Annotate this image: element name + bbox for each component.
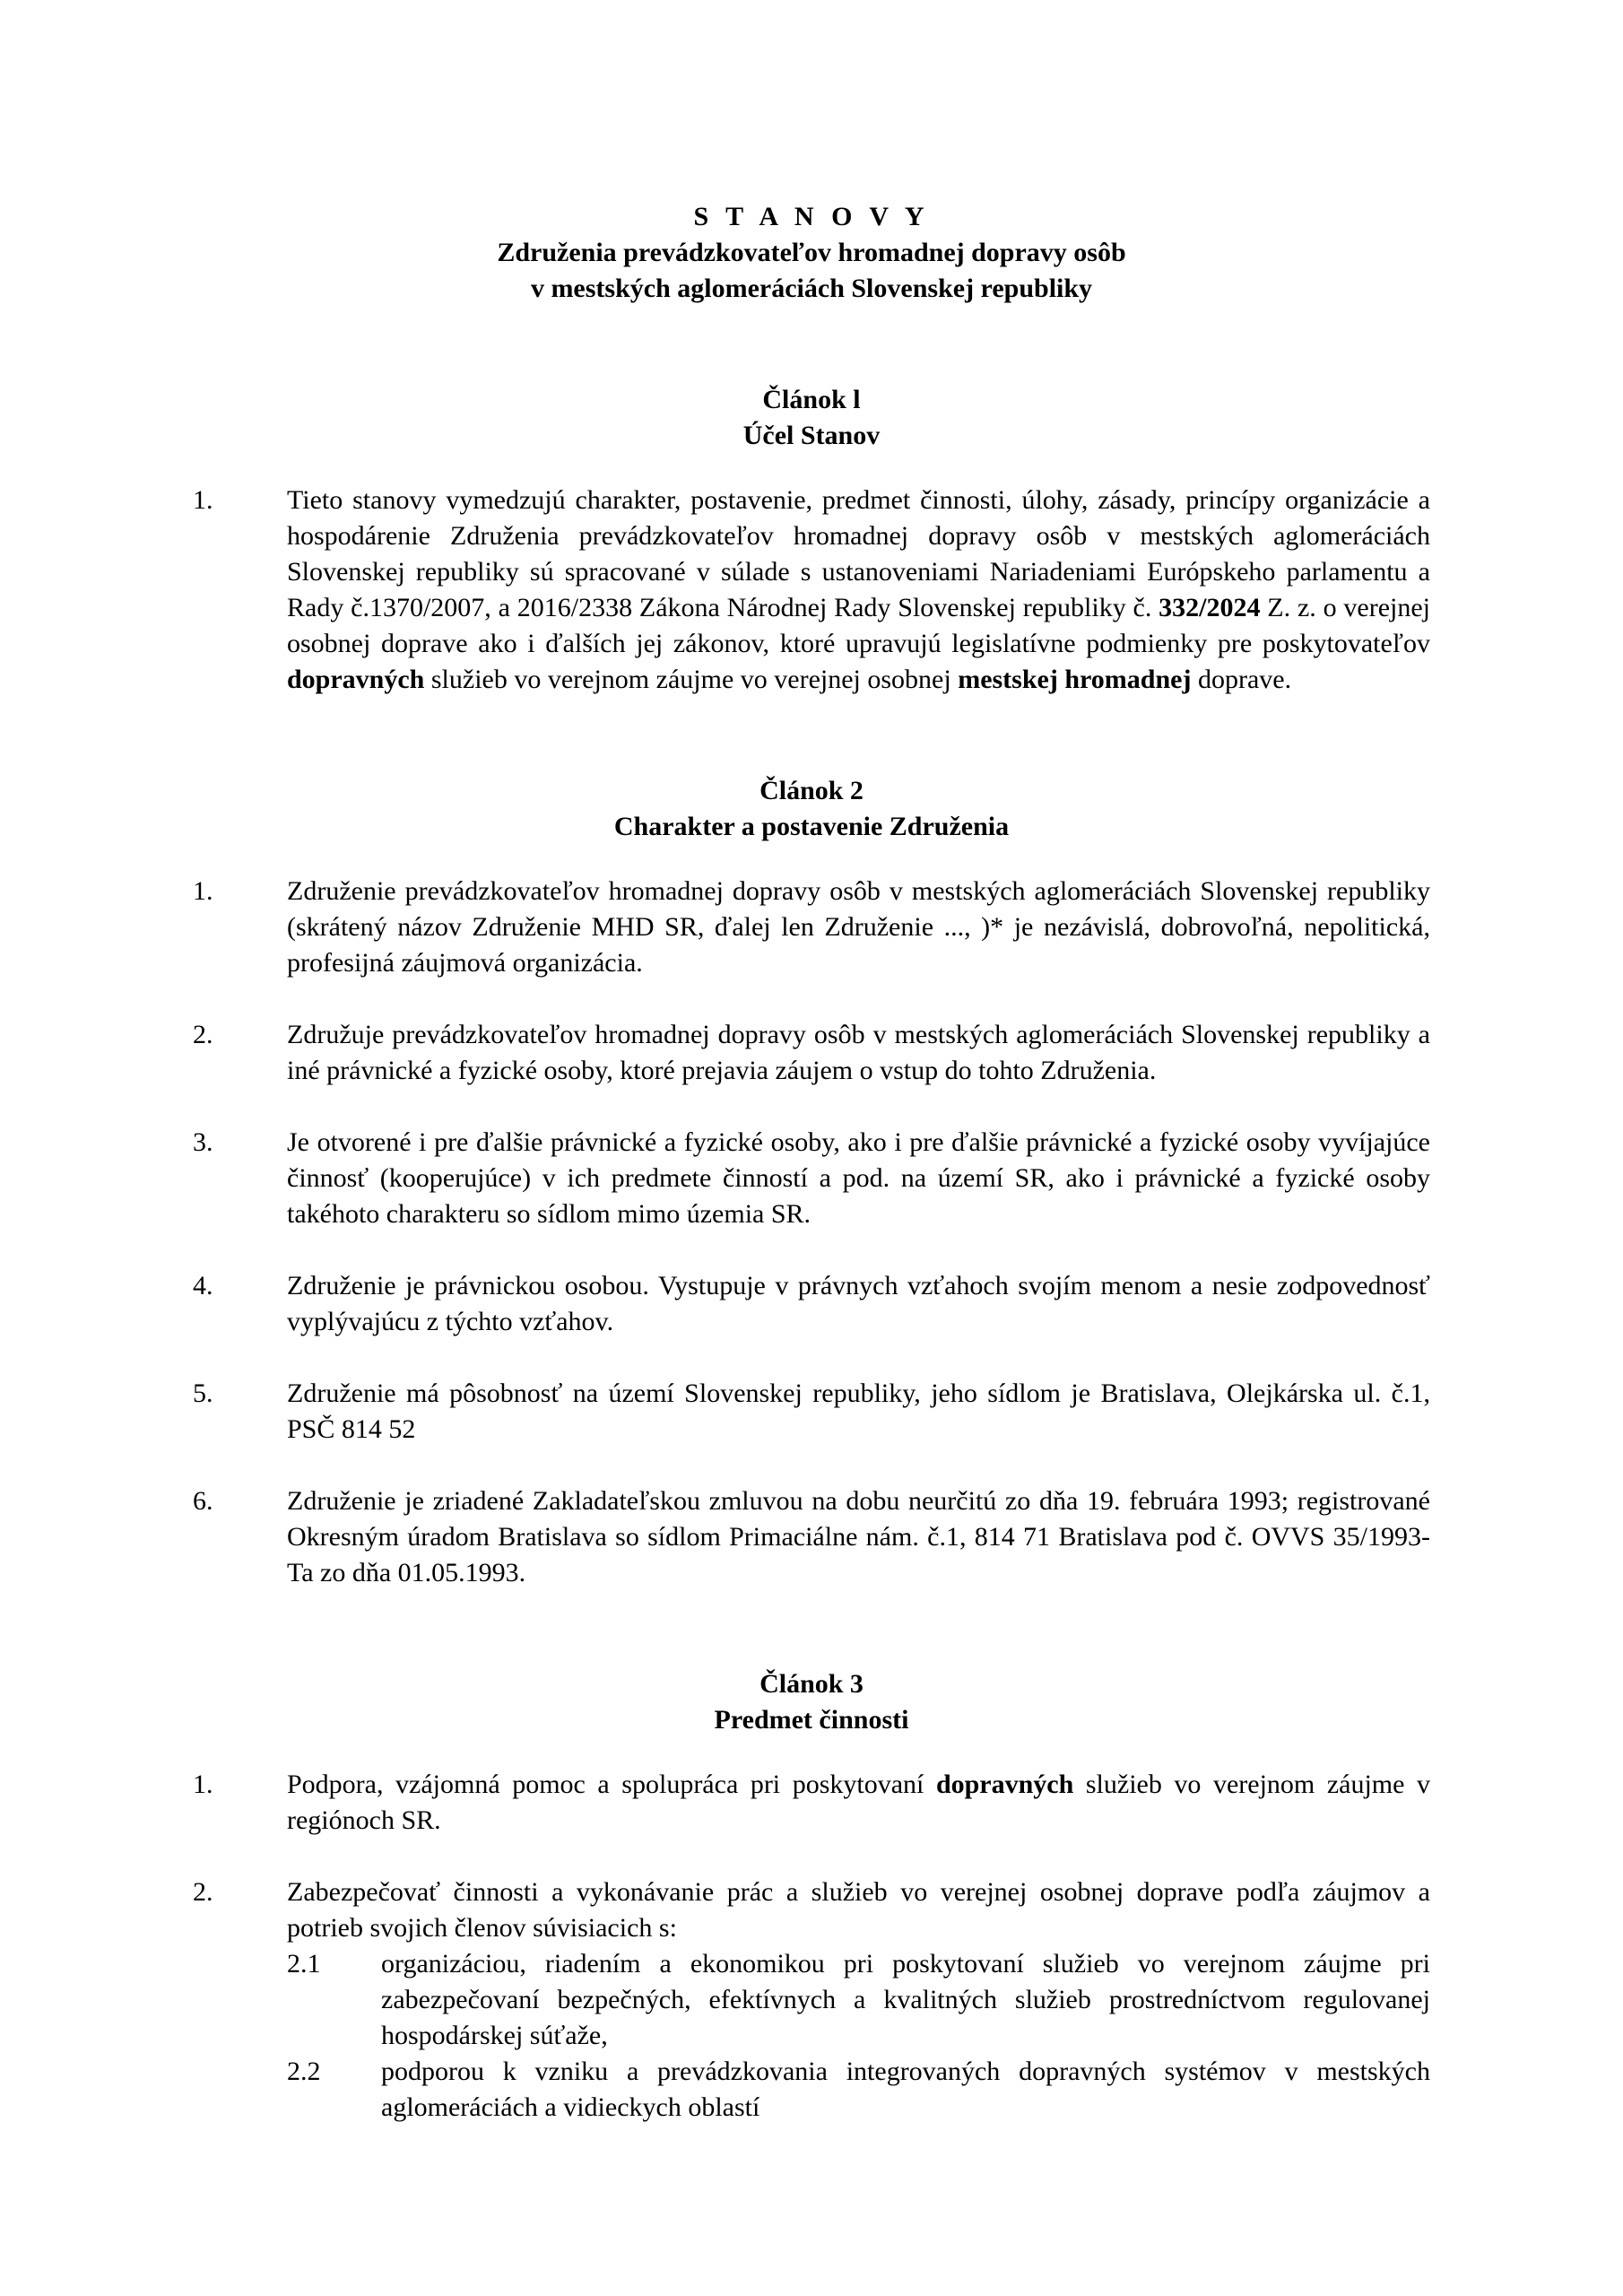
item-number: 2. — [193, 1877, 213, 1907]
item-number: 1. — [193, 485, 213, 515]
text-run: služieb vo verejnom záujme v regiónoch SR. — [287, 1770, 1430, 1835]
item-text: Združenie je právnickou osobou. Vystupuje v právnych vzťahoch svojím menom a nesie zodpovednosť vyplývajúcu z týchto vzťahov. — [287, 1271, 1430, 1336]
article-1 — [193, 382, 1430, 698]
item-number: 1. — [193, 876, 213, 906]
text-run: Podpora, vzájomná pomoc a spolupráca pri poskytovaní — [287, 1770, 936, 1799]
article-name: Charakter a postavenie Združenia — [613, 812, 1010, 841]
sub-item-number: 2.2 — [287, 2057, 321, 2086]
text-run: služieb vo verejnom záujme vo verejnej osobnej — [424, 665, 959, 694]
sub-item-number: 2.1 — [287, 1949, 321, 1979]
item-body — [287, 1874, 1430, 2126]
item-text — [287, 1767, 1430, 1839]
article-3-header — [193, 1666, 1430, 1738]
sub-list-item — [287, 2054, 1430, 2126]
article-name: Predmet činnosti — [714, 1705, 909, 1735]
item-text: Je otvorené i pre ďalšie právnické a fyzické osoby, ako i pre ďalšie právnické a fyzické osoby vyvíjajúce činnosť (kooperujúce) v ich predmete činností a pod. na území SR, ako i právnické a fyzické osoby takéhoto charakteru so sídlom mimo územia SR. — [287, 1127, 1430, 1229]
article-1-header — [193, 382, 1430, 454]
item-number: 1. — [193, 1770, 213, 1799]
article-3 — [193, 1666, 1430, 2126]
list-item — [193, 1268, 1430, 1340]
document-subtitle-line-1: Združenia prevádzkovateľov hromadnej dopravy osôb — [497, 238, 1126, 267]
article-name: Účel Stanov — [742, 421, 881, 450]
document-title: S T A N O V Y — [693, 202, 930, 231]
bold-run: mestskej hromadnej — [958, 665, 1192, 694]
sub-item-text: podporou k vzniku a prevádzkovania integrovaných dopravných systémov v mestských aglomeráciách a vidieckych oblastí — [381, 2057, 1430, 2122]
bold-run: dopravných — [935, 1770, 1074, 1799]
article-heading: Článok 3 — [759, 1669, 864, 1699]
item-text: Združuje prevádzkovateľov hromadnej dopravy osôb v mestských aglomeráciách Slovenskej republiky a iné právnické a fyzické osoby, ktoré prejavia záujem o vstup do tohto Združenia. — [287, 1020, 1430, 1085]
item-text: Zabezpečovať činnosti a vykonávanie prác a služieb vo verejnej osobnej doprave podľa záujmov a potrieb svojich členov súvisiacich s: — [287, 1877, 1430, 1943]
sub-list-item — [287, 1946, 1430, 2054]
document-subtitle-line-2: v mestských aglomeráciách Slovenskej republiky — [530, 274, 1093, 303]
item-text: Združenie je zriadené Zakladateľskou zmluvou na dobu neurčitú zo dňa 19. februára 1993; registrované Okresným úradom Bratislava so sídlom Primaciálne nám. č.1, 814 71 Bratislava pod č. OVVS 35/1993-Ta zo dňa 01.05.1993. — [287, 1486, 1430, 1587]
item-text: Združenie prevádzkovateľov hromadnej dopravy osôb v mestských aglomeráciách Slovenskej republiky (skrátený názov Združenie MHD SR, ďalej len Združenie ..., )* je nezávislá, dobrovoľná, nepolitická, profesijná záujmová organizácia. — [287, 876, 1430, 978]
document-header — [193, 199, 1430, 307]
text-run: Z. z. o verejnej osobnej doprave ako i ďalších jej zákonov, ktoré upravujú legislatívne podmienky pre poskytovateľov — [287, 593, 1430, 658]
article-2 — [193, 773, 1430, 1591]
list-item — [193, 1767, 1430, 1839]
article-heading: Článok l — [762, 385, 861, 414]
sub-item-text: organizáciou, riadením a ekonomikou pri poskytovaní služieb vo verejnom záujme pri zabezpečovaní bezpečných, efektívnych a kvalitných služieb prostredníctvom regulovanej hospodárskej súťaže, — [381, 1949, 1430, 2050]
item-number: 2. — [193, 1020, 213, 1049]
list-item — [193, 1376, 1430, 1448]
text-run: doprave. — [1191, 665, 1292, 694]
item-text: Združenie má pôsobnosť na území Slovenskej republiky, jeho sídlom je Bratislava, Olejkárska ul. č.1, PSČ 814 52 — [287, 1378, 1430, 1444]
item-text — [287, 483, 1430, 698]
bold-run: 332/2024 — [1159, 593, 1261, 622]
list-item — [193, 1125, 1430, 1232]
article-2-header — [193, 773, 1430, 845]
list-item — [193, 1483, 1430, 1591]
item-number: 5. — [193, 1378, 213, 1408]
article-heading: Článok 2 — [759, 776, 864, 805]
bold-run: dopravných — [287, 665, 425, 694]
list-item — [193, 874, 1430, 981]
item-number: 3. — [193, 1127, 213, 1157]
list-item — [193, 483, 1430, 698]
list-item — [193, 1017, 1430, 1089]
item-number: 4. — [193, 1271, 213, 1300]
item-number: 6. — [193, 1486, 213, 1516]
text-run: Tieto stanovy vymedzujú charakter, postavenie, predmet činnosti, úlohy, zásady, princípy organizácie a hospodárenie Združenia prevádzkovateľov hromadnej dopravy osôb v mestských aglomeráciách Slovenskej republiky sú spracované v súlade s ustanoveniami Nariadeniami Európskeho parlamentu a Rady č.1370/2007, a 2016/2338 Zákona Národnej Rady Slovenskej republiky č. — [287, 485, 1430, 622]
list-item — [193, 1874, 1430, 2126]
